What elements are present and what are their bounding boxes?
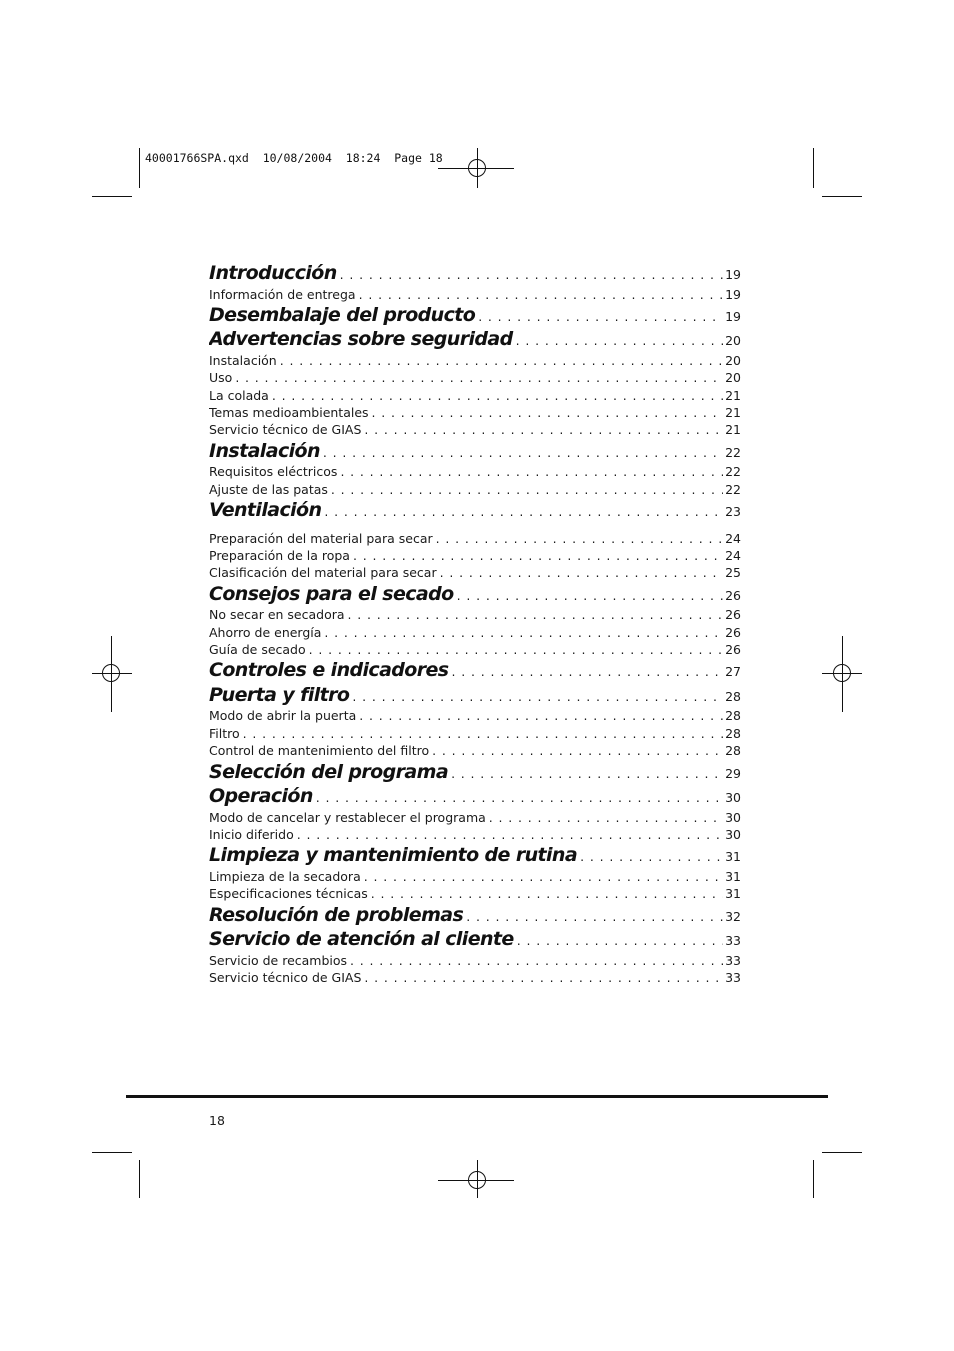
dot-leader <box>364 869 723 884</box>
toc-label: Servicio de recambios <box>209 952 348 968</box>
dot-leader <box>272 388 723 403</box>
toc-subentry <box>209 625 741 642</box>
toc-label: Operación <box>209 785 313 808</box>
toc-page-number: 26 <box>725 607 741 623</box>
toc-heading <box>209 659 741 684</box>
toc-label: Introducción <box>209 262 337 284</box>
toc-subentry <box>209 482 741 499</box>
toc-page-number: 27 <box>725 664 741 680</box>
toc-subentry <box>209 464 741 481</box>
toc-subentry <box>209 287 741 304</box>
toc-label: Inicio diferido <box>209 827 294 843</box>
toc-page-number: 28 <box>725 725 741 741</box>
dot-leader <box>451 766 723 781</box>
toc-label: Puerta y filtro <box>209 683 350 706</box>
toc-page-number: 19 <box>725 286 741 302</box>
crop-mark <box>139 148 140 188</box>
dot-leader <box>457 588 724 603</box>
toc-subentry <box>209 827 741 844</box>
toc-page-number: 23 <box>725 504 741 520</box>
dot-leader <box>372 405 724 420</box>
dot-leader <box>340 267 723 282</box>
dot-leader <box>359 708 723 723</box>
toc-page-number: 24 <box>725 548 741 564</box>
dot-leader <box>359 287 724 302</box>
toc-page-number: 21 <box>725 422 741 438</box>
dot-leader <box>235 370 723 385</box>
toc-page-number: 19 <box>725 267 741 282</box>
toc-page-number: 26 <box>725 587 741 603</box>
dot-leader <box>324 625 723 640</box>
toc-heading <box>209 262 741 287</box>
toc-label: Controles e indicadores <box>209 659 449 682</box>
file-slug: 40001766SPA.qxd 10/08/2004 18:24 Page 18 <box>145 151 443 165</box>
dot-leader <box>324 504 723 519</box>
toc-label: Modo de abrir la puerta <box>209 708 357 724</box>
table-of-contents <box>209 262 741 987</box>
toc-page-number: 26 <box>725 642 741 658</box>
toc-subentry <box>209 810 741 827</box>
toc-page-number: 21 <box>725 405 741 421</box>
dot-leader <box>348 607 724 622</box>
toc-subentry <box>209 953 741 970</box>
toc-label: Limpieza de la secadora <box>209 868 361 884</box>
toc-page-number: 30 <box>725 809 741 825</box>
toc-heading <box>209 304 741 329</box>
toc-label: Control de mantenimiento del filtro <box>209 743 430 759</box>
dot-leader <box>364 970 723 985</box>
toc-subentry <box>209 531 741 548</box>
toc-heading <box>209 440 741 465</box>
crop-mark <box>139 1160 140 1198</box>
toc-page-number: 20 <box>725 370 741 386</box>
dot-leader <box>580 849 723 864</box>
toc-page-number: 26 <box>725 624 741 640</box>
dot-leader <box>316 790 723 805</box>
toc-label: Desembalaje del producto <box>209 303 476 326</box>
dot-leader <box>352 689 723 704</box>
toc-label: Requisitos eléctricos <box>209 464 338 480</box>
toc-page-number: 19 <box>725 308 741 324</box>
toc-label: Preparación de la ropa <box>209 548 350 564</box>
toc-label: Resolución de problemas <box>209 903 464 926</box>
toc-page-number: 30 <box>725 827 741 843</box>
toc-page-number: 31 <box>725 849 741 865</box>
toc-page-number: 33 <box>725 933 741 949</box>
toc-page-number: 32 <box>725 908 741 924</box>
crop-mark <box>92 1152 132 1153</box>
toc-page-number: 31 <box>725 868 741 884</box>
toc-page-number: 22 <box>725 481 741 497</box>
toc-subentry <box>209 886 741 903</box>
dot-leader <box>432 743 723 758</box>
dot-leader <box>350 953 723 968</box>
toc-page-number: 24 <box>725 530 741 546</box>
crop-mark <box>92 196 132 197</box>
toc-heading <box>209 785 741 810</box>
toc-label: Especificaciones técnicas <box>209 886 368 902</box>
toc-label: Servicio técnico de GIAS <box>209 970 362 986</box>
toc-page-number: 29 <box>725 765 741 781</box>
toc-label: Advertencias sobre seguridad <box>209 328 513 351</box>
toc-label: Ventilación <box>209 499 322 522</box>
dot-leader <box>371 886 723 901</box>
registration-circle <box>468 1171 486 1189</box>
toc-label: Uso <box>209 370 233 386</box>
toc-subentry <box>209 548 741 565</box>
toc-page-number: 28 <box>725 708 741 724</box>
registration-circle <box>102 664 120 682</box>
dot-leader <box>280 353 723 368</box>
registration-circle <box>833 664 851 682</box>
toc-subentry <box>209 422 741 439</box>
toc-label: Ahorro de energía <box>209 624 322 640</box>
toc-subentry <box>209 869 741 886</box>
dot-leader <box>297 827 723 842</box>
crop-mark <box>813 148 814 188</box>
dot-leader <box>452 664 724 679</box>
toc-spacer <box>209 524 741 531</box>
dot-leader <box>331 482 723 497</box>
footer-rule <box>126 1095 828 1098</box>
dot-leader <box>466 909 723 924</box>
toc-label: Modo de cancelar y restablecer el programa <box>209 809 486 825</box>
toc-label: Clasificación del material para secar <box>209 565 437 581</box>
toc-label: Consejos para el secado <box>209 582 454 605</box>
dot-leader <box>364 422 723 437</box>
dot-leader <box>323 445 723 460</box>
toc-page-number: 20 <box>725 352 741 368</box>
toc-heading <box>209 904 741 929</box>
toc-page-number: 21 <box>725 387 741 403</box>
toc-label: Información de entrega <box>209 286 356 302</box>
toc-heading <box>209 583 741 608</box>
toc-page-number: 20 <box>725 333 741 349</box>
toc-page-number: 22 <box>725 444 741 460</box>
dot-leader <box>353 548 723 563</box>
toc-heading <box>209 684 741 709</box>
dot-leader <box>517 933 723 948</box>
toc-subentry <box>209 708 741 725</box>
toc-subentry <box>209 743 741 760</box>
dot-leader <box>243 726 723 741</box>
dot-leader <box>489 810 723 825</box>
dot-leader <box>440 565 723 580</box>
toc-subentry <box>209 970 741 987</box>
toc-page-number: 33 <box>725 952 741 968</box>
toc-page-number: 22 <box>725 464 741 480</box>
toc-label: Servicio técnico de GIAS <box>209 422 362 438</box>
toc-page-number: 25 <box>725 565 741 581</box>
toc-heading <box>209 761 741 786</box>
toc-label: La colada <box>209 387 269 403</box>
toc-label: Limpieza y mantenimiento de rutina <box>209 844 578 867</box>
toc-page-number: 33 <box>725 970 741 986</box>
toc-subentry <box>209 565 741 582</box>
toc-heading <box>209 328 741 353</box>
toc-label: Instalación <box>209 352 277 368</box>
crop-mark <box>813 1160 814 1198</box>
toc-heading <box>209 499 741 524</box>
toc-label: Temas medioambientales <box>209 405 369 421</box>
toc-label: Guía de secado <box>209 642 306 658</box>
toc-subentry <box>209 405 741 422</box>
dot-leader <box>436 531 723 546</box>
toc-subentry <box>209 370 741 387</box>
crop-mark <box>822 196 862 197</box>
registration-circle <box>468 159 486 177</box>
page-number: 18 <box>209 1113 225 1128</box>
toc-subentry <box>209 353 741 370</box>
toc-label: Ajuste de las patas <box>209 481 328 497</box>
toc-label: Instalación <box>209 439 320 462</box>
toc-heading <box>209 928 741 953</box>
dot-leader <box>478 309 723 324</box>
toc-subentry <box>209 642 741 659</box>
toc-page-number: 28 <box>725 743 741 759</box>
toc-heading <box>209 844 741 869</box>
toc-subentry <box>209 388 741 405</box>
toc-page-number: 28 <box>725 688 741 704</box>
toc-page-number: 31 <box>725 886 741 902</box>
crop-mark <box>822 1152 862 1153</box>
toc-label: Preparación del material para secar <box>209 530 433 546</box>
toc-subentry <box>209 726 741 743</box>
toc-label: Selección del programa <box>209 760 449 783</box>
toc-subentry <box>209 607 741 624</box>
toc-page-number: 30 <box>725 790 741 806</box>
toc-label: Servicio de atención al cliente <box>209 928 514 951</box>
toc-label: No secar en secadora <box>209 607 345 623</box>
dot-leader <box>340 464 723 479</box>
dot-leader <box>516 333 723 348</box>
toc-label: Filtro <box>209 725 240 741</box>
dot-leader <box>309 642 723 657</box>
